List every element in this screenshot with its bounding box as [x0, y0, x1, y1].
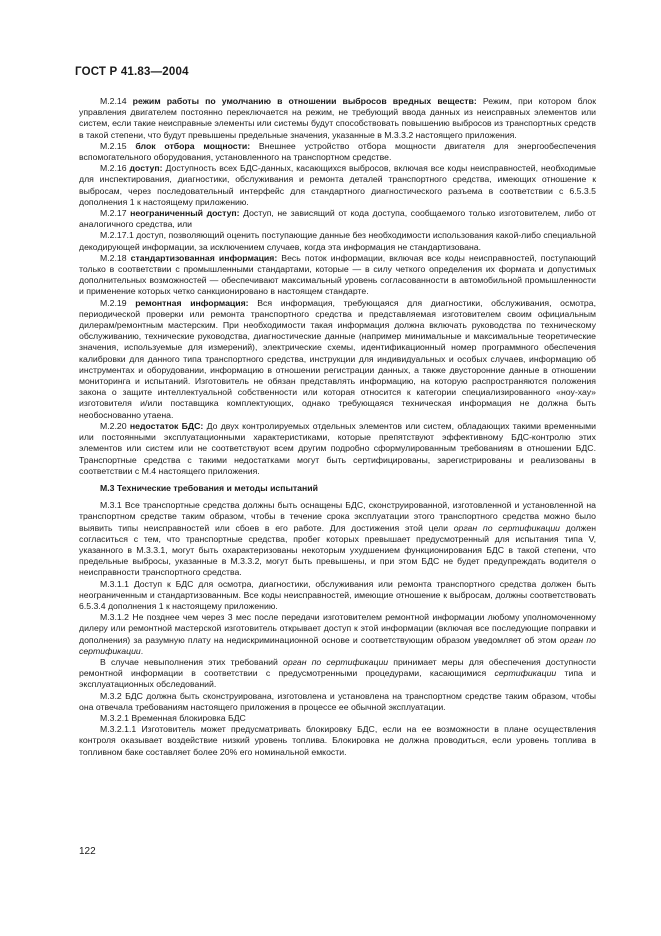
paragraph-text: В случае невыполнения этих требований [100, 656, 284, 667]
clause-number: М.2.20 [100, 420, 127, 431]
paragraph-text: М.3.1.2 Не позднее чем через 3 мес после передачи изготовителем ремонтной информации любому уполномоченному дилеру или ремонтной мастерской изготовитель открывает доступ к этой информации (включая все последующие поправки и дополнения) за разумную плату на недискриминационной основе и соответствующим образом уведомляет об этом [79, 612, 596, 645]
defined-term: недостаток БДС: [129, 420, 204, 431]
paragraph-m2-20 [79, 421, 596, 477]
paragraph-text: принимает меры для обеспечения доступности ремонтной информации в соответствии с предусмотренными процедурами, касающимися [79, 656, 596, 679]
clause-number: М.2.18 [100, 252, 127, 263]
document-body [79, 96, 596, 758]
paragraph-m3-1-2 [79, 612, 596, 657]
defined-term: неограниченный доступ: [130, 208, 240, 219]
definition-text: Доступность всех БДС-данных, касающихся выбросов, включая все коды неисправностей, необходимые для инспектирования, диагностики, обслуживания и ремонта деталей транспортного средства, имеющих отношение к выбросам, через последовательный интерфейс для стандартного диагностического разъема в соответствии с 6.5.3.5 дополнения 1 к настоящему приложению. [79, 163, 596, 207]
definition-text: Режим, при котором блок управления двигателем постоянно переключается на режим, не требующий ввода данных из неисправных элементов или систем, если такие неисправные элементы или системы будут способствовать повышению выбросов из транспортных средств в такой степени, что будут превышены предельные значения, указанные в М.3.3.2 настоящего приложения. [79, 96, 596, 140]
paragraph-m2-16 [79, 163, 596, 208]
defined-term: стандартизованная информация: [130, 252, 278, 263]
defined-term: доступ: [129, 163, 163, 174]
paragraph-m3-2: М.3.2 БДС должна быть сконструирована, изготовлена и установлена на транспортном средстве таким образом, чтобы она отвечала требованиям настоящего приложения в процессе ее обычной эксплуатации. [79, 690, 596, 712]
paragraph-m3-1-1: М.3.1.1 Доступ к БДС для осмотра, диагностики, обслуживания или ремонта транспортного средства должен быть неограниченным и стандартизованным. Все коды неисправностей, имеющие отношение к выбросам, должны соответствовать 6.5.3.4 дополнения 1 к настоящему приложению. [79, 578, 596, 611]
paragraph-text: типа и эксплуатационных обследований. [79, 668, 596, 690]
paragraph-m2-17-1: М.2.17.1 доступ, позволяющий оценить поступающие данные без необходимости использования какой-либо специальной декодирующей информации, за исключением случаев, когда эта информация не стандартизована. [79, 230, 596, 252]
italic-term: орган по сертификации [79, 634, 596, 656]
definition-text: Внешнее устройство отбора мощности двигателя для энергообеспечения вспомогательного оборудования, установленного на транспортном средстве. [79, 140, 596, 163]
section-heading-m3: М.3 Технические требования и методы испытаний [100, 482, 318, 493]
italic-term: орган по сертификации [283, 656, 389, 667]
definition-text: Доступ, не зависящий от кода доступа, сообщаемого только изготовителем, либо от аналогичного средства, или [79, 208, 596, 230]
paragraph-m2-19 [79, 298, 596, 421]
defined-term: блок отбора мощности: [135, 140, 251, 151]
italic-term: сертификации [494, 668, 557, 679]
paragraph-text: . [140, 645, 144, 656]
paragraph-m2-18 [79, 253, 596, 298]
paragraph-m2-15 [79, 141, 596, 163]
clause-number: М.2.19 [100, 297, 127, 308]
page-number: 122 [79, 846, 96, 857]
paragraph-m3-2-1-1: М.3.2.1.1 Изготовитель может предусматривать блокировку БДС, если на ее возможности в плане осуществления контроля оказывает воздействие низкий уровень топлива. Блокировка не должна проводиться, если уровень топлива в топливном баке составляет более 20% его номинальной емкости. [79, 724, 596, 757]
paragraph-m2-14 [79, 96, 596, 141]
paragraph-non-compliance [79, 657, 596, 691]
paragraph-text: должен согласиться с тем, что транспортные средства, пробег которых превышает предусмотренный для испытания типа V, указанного в М.3.3.1, могут быть охарактеризованы некоторым ухудшением функционирования БДС в такой степени, что предельные выбросы, указанные в М.3.3.2, могут быть превышены, и при этом БДС не будет предупреждать водителя о неисправности транспортного средства. [79, 522, 596, 578]
definition-text: До двух контролируемых отдельных элементов или систем, обладающих такими временными или постоянными эксплуатационными характеристиками, которые препятствуют эффективному БДС-контролю этих элементов или систем или не соответствуют всем другим подробно сформулированным требованиям в отношении БДС. Транспортные средства с такими недостатками могут быть сертифицированы, зарегистрированы и реализованы в соответствии с М.4 настоящего приложения. [79, 420, 596, 476]
definition-text: Весь поток информации, включая все коды неисправностей, поступающий только в соответствии с промышленными стандартами, которые — в силу четкого определения их формата и допустимых дополнительных возможностей — обеспечивают максимальный уровень согласованности в автомобильной промышленности и применение которых четко санкционировано в настоящем стандарте. [79, 252, 596, 297]
defined-term: режим работы по умолчанию в отношении выбросов вредных веществ: [132, 96, 477, 106]
clause-number: М.2.14 [100, 96, 127, 106]
paragraph-m3-1 [79, 500, 596, 578]
clause-number: М.2.16 [100, 163, 127, 174]
paragraph-m2-17 [79, 208, 596, 230]
defined-term: ремонтная информация: [135, 297, 249, 308]
document-header: ГОСТ Р 41.83—2004 [75, 66, 189, 78]
paragraph-text: М.3.1 Все транспортные средства должны быть оснащены БДС, сконструированной, изготовленной и установленной на транспортном средстве таким образом, чтобы в течение срока эксплуатации этого транспортного средства можно было выявить типы неисправностей или сбоев в его работе. Для достижения этой цели [79, 500, 596, 533]
clause-number: М.2.15 [100, 140, 127, 151]
clause-number: М.2.17 [100, 208, 127, 219]
definition-text: Вся информация, требующаяся для диагностики, обслуживания, осмотра, периодической проверки или ремонта транспортного средства и представляемая изготовителем своим официальным дилерам/ремонтным мастерским. При необходимости такая информация должна включать руководства по техническому обслуживанию, технические руководства, диагностические данные (например минимальные и максимальные теоретические значения, используемые для измерений), электрические схемы, идентификационный номер программного обеспечения калибровки для данного типа транспортного средства, инструкции для индивидуальных и особых случаев, информацию об инструментах и оборудовании, информацию в отношении регистрации данных, а также двусторонние данные в отношении мониторинга и испытаний. Изготовитель не обязан представлять информацию, на которую распространяются положения закона о защите интеллектуальной собственности или которая относится к категории специализированного «ноу-хау» изготовителя и/или поставщика комплектующих, однако требующаяся техническая информация не должна быть необоснованно утаена. [79, 297, 596, 420]
paragraph-m3-2-1: М.3.2.1 Временная блокировка БДС [100, 712, 246, 723]
italic-term: орган по сертификации [453, 522, 561, 533]
